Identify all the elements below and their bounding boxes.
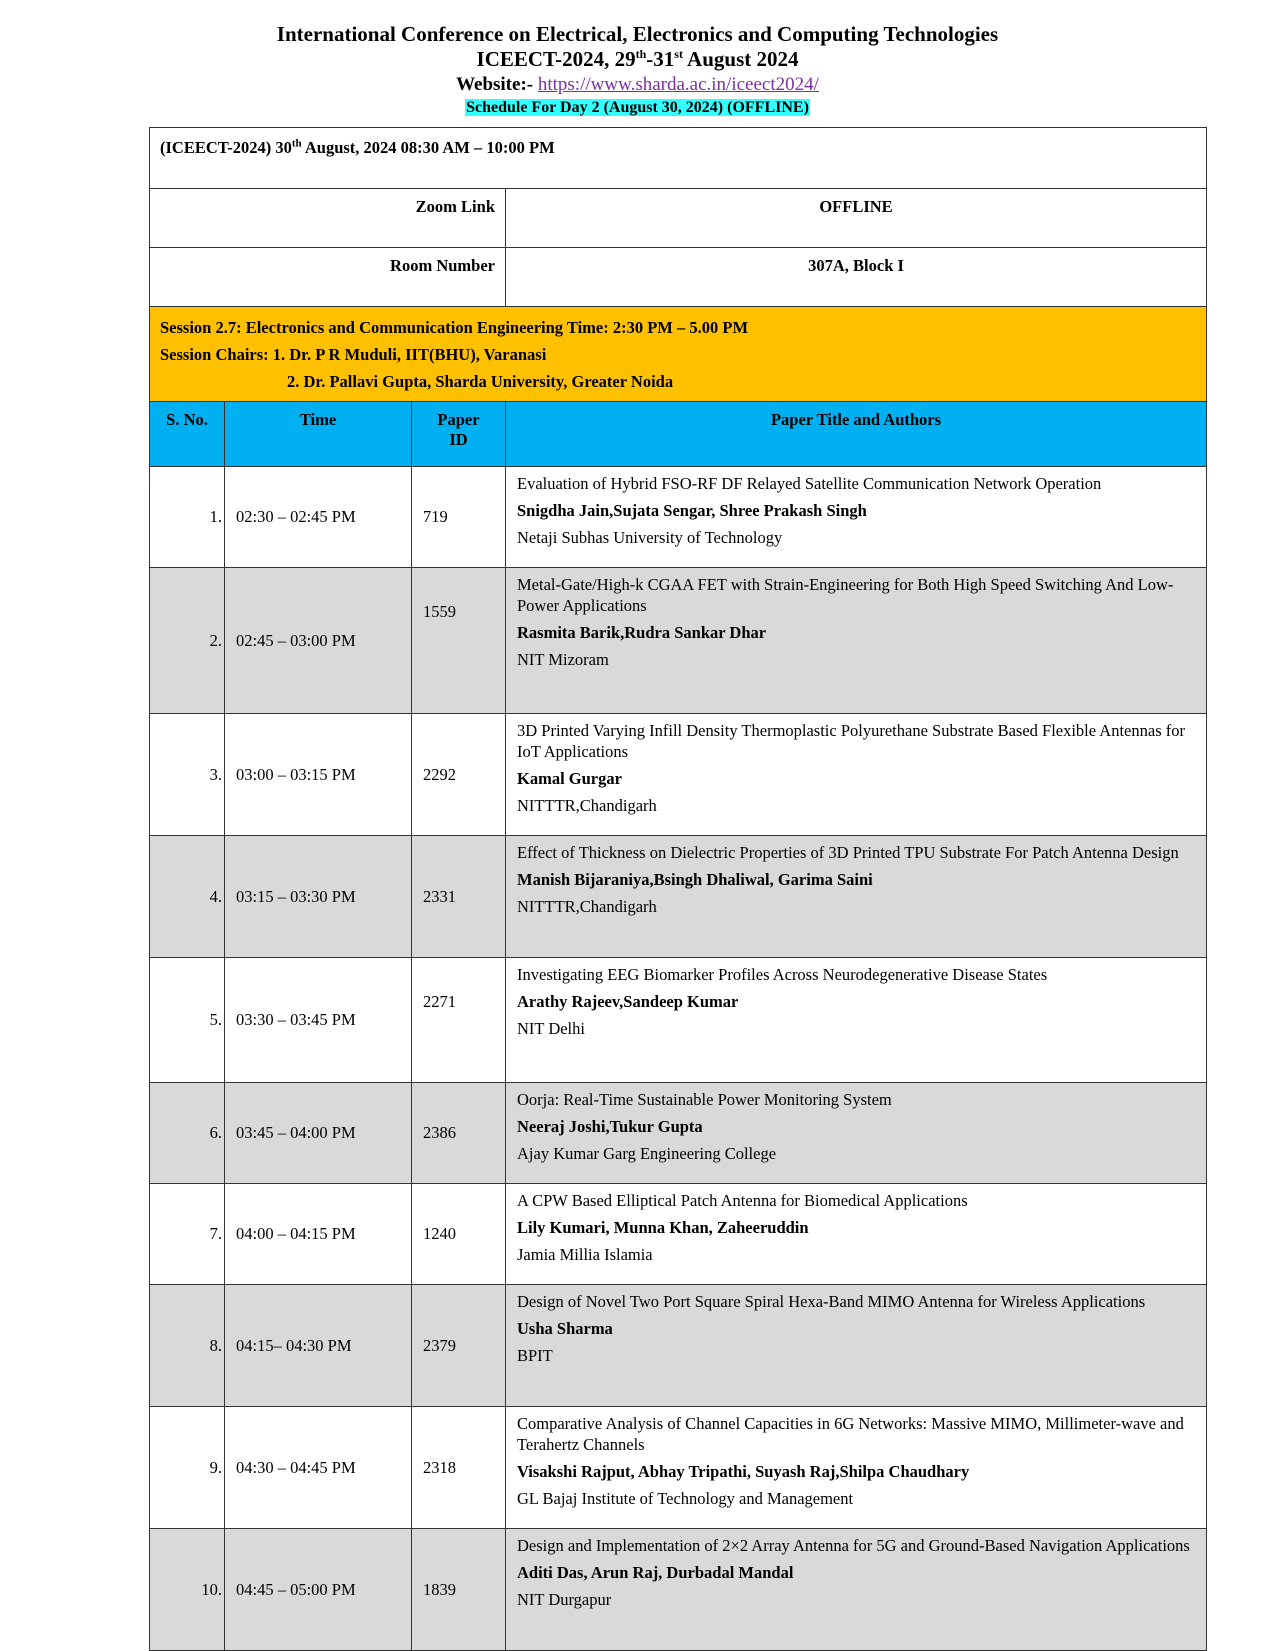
- paper-title: Effect of Thickness on Dielectric Properties of 3D Printed TPU Substrate For Patch Antenna Design: [517, 843, 1179, 862]
- row-number: 6.: [150, 1083, 225, 1184]
- room-value: 307A, Block I: [506, 248, 1207, 307]
- paper-institution: BPIT: [517, 1346, 553, 1365]
- zoom-value: OFFLINE: [506, 189, 1207, 248]
- col-header-paper-id: [412, 402, 506, 467]
- day-schedule-label: [0, 97, 1275, 118]
- paper-institution: Ajay Kumar Garg Engineering College: [517, 1144, 777, 1163]
- table-row: [150, 467, 1207, 568]
- room-row: [150, 248, 1207, 307]
- table-row: [150, 568, 1207, 714]
- col-header-sno: S. No.: [150, 402, 225, 467]
- row-time: 04:30 – 04:45 PM: [225, 1407, 412, 1529]
- row-paper-info: [506, 714, 1207, 836]
- table-row: [150, 1083, 1207, 1184]
- paper-title: Oorja: Real-Time Sustainable Power Monitoring System: [517, 1090, 892, 1109]
- column-header-row: [150, 402, 1207, 467]
- document-header: [0, 22, 1275, 118]
- table-row: [150, 836, 1207, 958]
- row-time: 03:45 – 04:00 PM: [225, 1083, 412, 1184]
- row-paper-info: [506, 836, 1207, 958]
- paper-title: Design and Implementation of 2×2 Array Antenna for 5G and Ground-Based Navigation Applications: [517, 1536, 1190, 1555]
- paper-title: Evaluation of Hybrid FSO-RF DF Relayed Satellite Communication Network Operation: [517, 474, 1102, 493]
- row-number: 9.: [150, 1407, 225, 1529]
- row-paper-info: [506, 1529, 1207, 1651]
- edition-prefix: ICEECT-2024, 29: [476, 47, 636, 71]
- date-sup: th: [291, 137, 302, 150]
- paper-institution: GL Bajaj Institute of Technology and Management: [517, 1489, 854, 1508]
- paper-authors: Lily Kumari, Munna Khan, Zaheeruddin: [517, 1218, 809, 1237]
- paper-authors: Manish Bijaraniya,Bsingh Dhaliwal, Garima Saini: [517, 870, 873, 889]
- row-paper-id: 2292: [412, 714, 506, 836]
- row-paper-info: [506, 1407, 1207, 1529]
- session-chairs-2: 2. Dr. Pallavi Gupta, Sharda University, Greater Noida: [287, 372, 674, 391]
- table-row: [150, 1184, 1207, 1285]
- row-number: 2.: [150, 568, 225, 714]
- row-paper-id: 1559: [412, 568, 506, 714]
- row-time: 02:30 – 02:45 PM: [225, 467, 412, 568]
- paper-authors: Aditi Das, Arun Raj, Durbadal Mandal: [517, 1563, 794, 1582]
- room-label: Room Number: [150, 248, 506, 307]
- row-time: 04:00 – 04:15 PM: [225, 1184, 412, 1285]
- row-paper-info: [506, 1184, 1207, 1285]
- row-number: 5.: [150, 958, 225, 1083]
- paper-title: Metal-Gate/High-k CGAA FET with Strain-Engineering for Both High Speed Switching And Low-Power Applications: [517, 575, 1174, 615]
- row-time: 04:15– 04:30 PM: [225, 1285, 412, 1407]
- row-time: 02:45 – 03:00 PM: [225, 568, 412, 714]
- paper-authors: Arathy Rajeev,Sandeep Kumar: [517, 992, 739, 1011]
- row-number: 4.: [150, 836, 225, 958]
- table-row: [150, 714, 1207, 836]
- row-time: 03:30 – 03:45 PM: [225, 958, 412, 1083]
- paper-authors: Usha Sharma: [517, 1319, 613, 1338]
- session-chairs-1: Session Chairs: 1. Dr. P R Muduli, IIT(BHU), Varanasi: [160, 345, 547, 364]
- paper-institution: NIT Delhi: [517, 1019, 585, 1038]
- paper-institution: Netaji Subhas University of Technology: [517, 528, 783, 547]
- conference-title: International Conference on Electrical, Electronics and Computing Technologies: [276, 22, 999, 46]
- edition-sup-end: st: [674, 47, 683, 61]
- session-cell: [150, 307, 1207, 402]
- paper-institution: NITTTR,Chandigarh: [517, 796, 657, 815]
- col-header-time: Time: [225, 402, 412, 467]
- table-row: [150, 958, 1207, 1083]
- paper-title: Design of Novel Two Port Square Spiral Hexa-Band MIMO Antenna for Wireless Applications: [517, 1292, 1146, 1311]
- row-number: 10.: [150, 1529, 225, 1651]
- row-paper-info: [506, 467, 1207, 568]
- table-row: [150, 1285, 1207, 1407]
- zoom-row: [150, 189, 1207, 248]
- row-time: 04:45 – 05:00 PM: [225, 1529, 412, 1651]
- zoom-label: Zoom Link: [150, 189, 506, 248]
- paper-institution: NIT Mizoram: [517, 650, 609, 669]
- website-label: Website:-: [456, 74, 538, 95]
- edition-mid: -31: [646, 47, 675, 71]
- edition-sup-start: th: [635, 47, 647, 61]
- row-paper-id: 1240: [412, 1184, 506, 1285]
- row-paper-info: [506, 1083, 1207, 1184]
- row-paper-id: 1839: [412, 1529, 506, 1651]
- date-suffix: August, 2024 08:30 AM – 10:00 PM: [301, 138, 555, 157]
- paper-id-line2: ID: [449, 430, 468, 449]
- paper-authors: Visakshi Rajput, Abhay Tripathi, Suyash Raj,Shilpa Chaudhary: [517, 1462, 970, 1481]
- row-time: 03:00 – 03:15 PM: [225, 714, 412, 836]
- table-row: [150, 1529, 1207, 1651]
- website-link[interactable]: https://www.sharda.ac.in/iceect2024/: [537, 74, 819, 95]
- row-paper-info: [506, 568, 1207, 714]
- row-paper-id: 2318: [412, 1407, 506, 1529]
- row-number: 3.: [150, 714, 225, 836]
- row-paper-id: 2379: [412, 1285, 506, 1407]
- row-time: 03:15 – 03:30 PM: [225, 836, 412, 958]
- schedule-table: [149, 127, 1207, 1651]
- paper-title: Investigating EEG Biomarker Profiles Across Neurodegenerative Disease States: [517, 965, 1048, 984]
- paper-authors: Rasmita Barik,Rudra Sankar Dhar: [517, 623, 767, 642]
- date-row: [150, 128, 1207, 189]
- row-paper-info: [506, 1285, 1207, 1407]
- paper-authors: Snigdha Jain,Sujata Sengar, Shree Prakash Singh: [517, 501, 867, 520]
- paper-title: Comparative Analysis of Channel Capacities in 6G Networks: Massive MIMO, Millimeter-wave and Terahertz Channels: [517, 1414, 1184, 1454]
- date-cell: [150, 128, 1207, 189]
- day-label-text: Schedule For Day 2 (August 30, 2024) (OFFLINE): [466, 99, 809, 116]
- row-paper-id: 2331: [412, 836, 506, 958]
- date-prefix: (ICEECT-2024) 30: [160, 138, 292, 157]
- row-number: 1.: [150, 467, 225, 568]
- row-paper-id: 2386: [412, 1083, 506, 1184]
- conference-edition: [0, 47, 1275, 72]
- website-line: [0, 74, 1275, 96]
- row-paper-id: 719: [412, 467, 506, 568]
- paper-authors: Neeraj Joshi,Tukur Gupta: [517, 1117, 703, 1136]
- session-row: [150, 307, 1207, 402]
- row-paper-id: 2271: [412, 958, 506, 1083]
- session-title: Session 2.7: Electronics and Communication Engineering Time: 2:30 PM – 5.00 PM: [160, 318, 749, 337]
- paper-institution: NITTTR,Chandigarh: [517, 897, 657, 916]
- col-header-title: Paper Title and Authors: [506, 402, 1207, 467]
- row-paper-info: [506, 958, 1207, 1083]
- row-number: 8.: [150, 1285, 225, 1407]
- paper-title: 3D Printed Varying Infill Density Thermoplastic Polyurethane Substrate Based Flexible Antennas for IoT Applications: [517, 721, 1185, 761]
- table-row: [150, 1407, 1207, 1529]
- row-number: 7.: [150, 1184, 225, 1285]
- paper-id-line1: Paper: [437, 410, 480, 429]
- edition-suffix: August 2024: [682, 47, 799, 71]
- paper-authors: Kamal Gurgar: [517, 769, 622, 788]
- paper-institution: NIT Durgapur: [517, 1590, 612, 1609]
- paper-title: A CPW Based Elliptical Patch Antenna for Biomedical Applications: [517, 1191, 968, 1210]
- paper-institution: Jamia Millia Islamia: [517, 1245, 653, 1264]
